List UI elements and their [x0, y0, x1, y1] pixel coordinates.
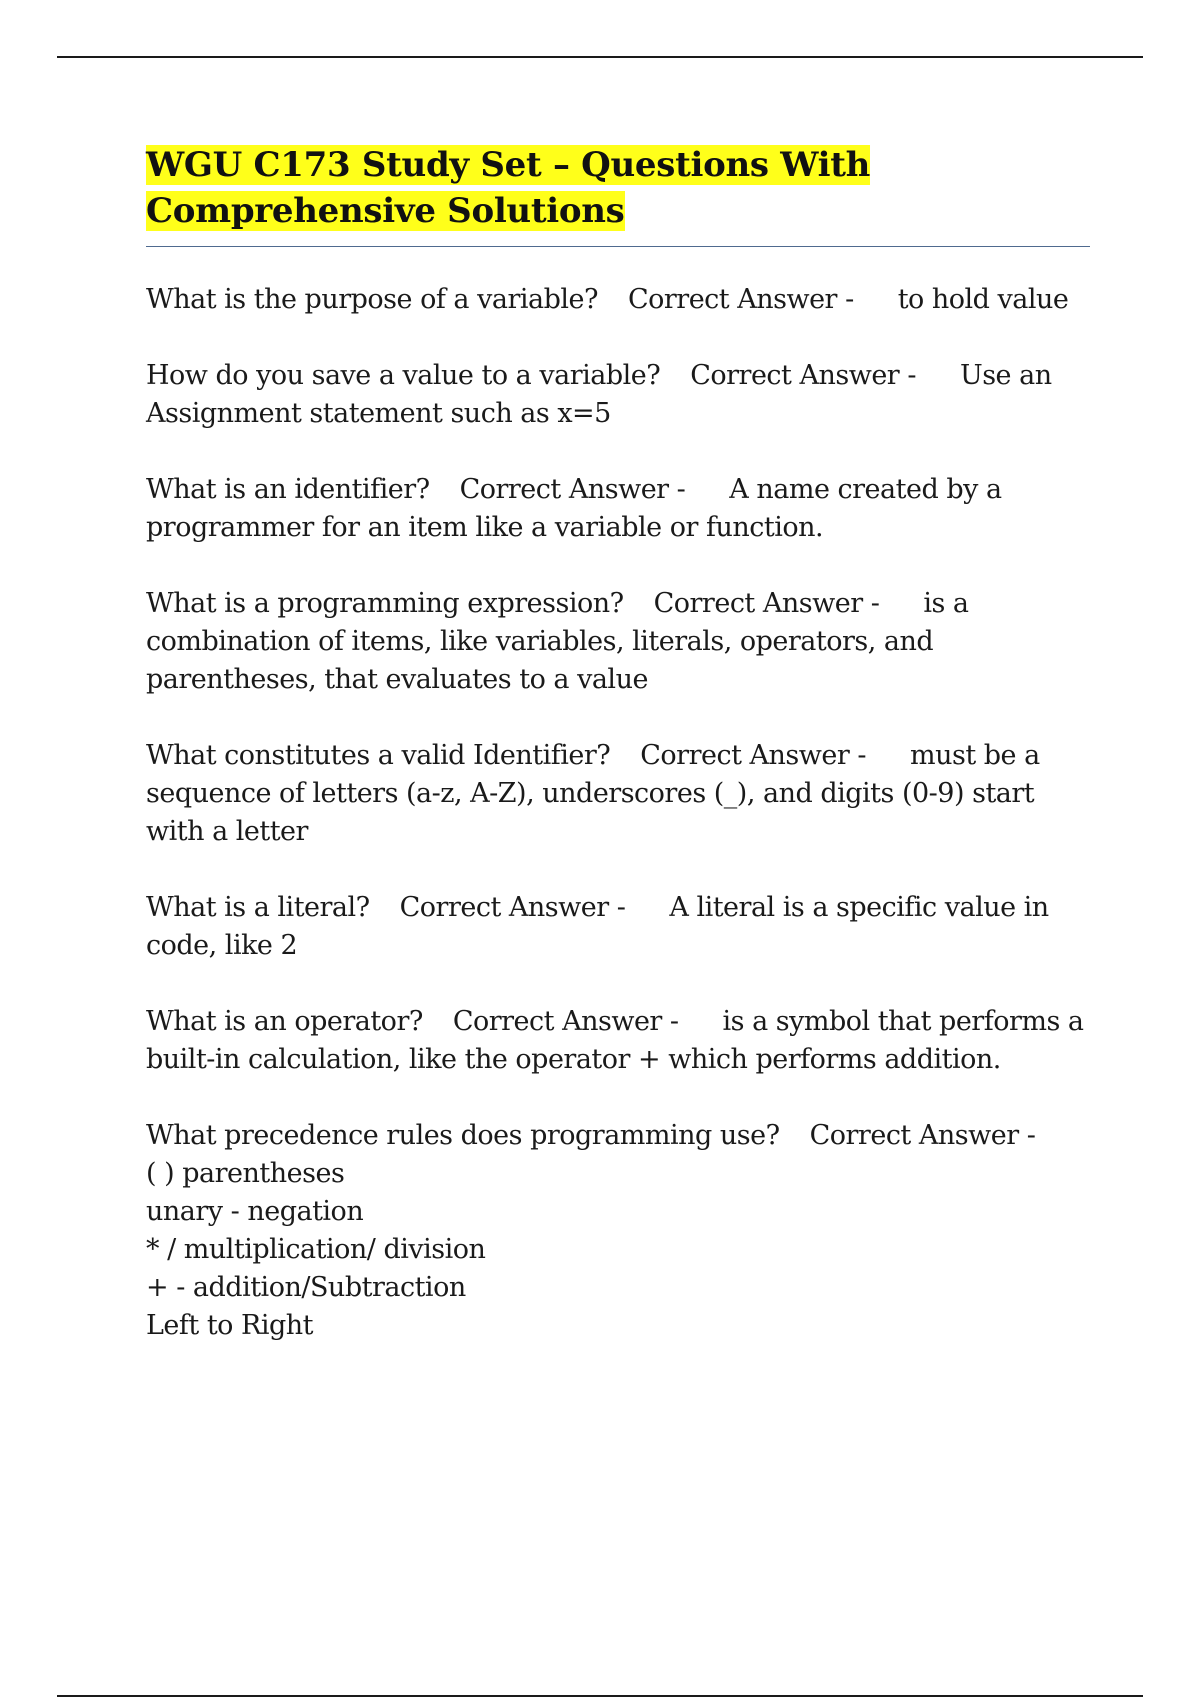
- answer-label: Correct Answer: [690, 360, 900, 391]
- qa-item-4: [146, 585, 1090, 699]
- answer-line: ( ) parentheses: [146, 1158, 345, 1189]
- answer-text: A literal is a specific value in code, like 2: [146, 892, 1049, 961]
- answer-line: + - addition/Subtraction: [146, 1272, 466, 1303]
- question-text: What is an operator?: [146, 1006, 423, 1037]
- answer-separator: -: [676, 474, 686, 505]
- answer-text: to hold value: [897, 284, 1069, 315]
- qa-item-8: [146, 1117, 1090, 1345]
- answer-separator: -: [1026, 1120, 1036, 1151]
- answer-separator: -: [616, 892, 626, 923]
- answer-line: unary - negation: [146, 1196, 364, 1227]
- answer-separator: -: [857, 740, 866, 771]
- answer-label: Correct Answer: [653, 588, 863, 619]
- qa-item-5: [146, 737, 1090, 851]
- answer-label: Correct Answer: [809, 1120, 1019, 1151]
- answer-separator: -: [870, 588, 880, 619]
- answer-separator: -: [907, 360, 916, 391]
- page-top-rule: [57, 56, 1143, 58]
- answer-label: Correct Answer: [399, 892, 609, 923]
- qa-item-6: [146, 889, 1090, 965]
- qa-item-2: [146, 357, 1090, 433]
- qa-item-3: [146, 471, 1090, 547]
- document-body: [146, 142, 1090, 1383]
- document-title-text: WGU C173 Study Set – Questions With Comprehensive Solutions: [146, 145, 871, 231]
- answer-line: * / multiplication/ division: [146, 1234, 486, 1265]
- question-text: What precedence rules does programming use?: [146, 1120, 780, 1151]
- question-text: What is an identifier?: [146, 474, 430, 505]
- question-text: What constitutes a valid Identifier?: [146, 740, 611, 771]
- page-bottom-rule: [57, 1695, 1143, 1697]
- answer-line: Left to Right: [146, 1310, 314, 1341]
- question-text: What is a programming expression?: [146, 588, 624, 619]
- question-text: How do you save a value to a variable?: [146, 360, 661, 391]
- title-block: [146, 142, 1090, 247]
- answer-text: is a symbol that performs a built-in calculation, like the operator + which performs addition.: [146, 1006, 1084, 1075]
- answer-text: must be a sequence of letters (a-z, A-Z), underscores (_), and digits (0-9) start with a letter: [146, 740, 1040, 847]
- answer-text: A name created by a programmer for an item like a variable or function.: [146, 474, 1002, 543]
- qa-item-7: [146, 1003, 1090, 1079]
- answer-separator: -: [669, 1006, 679, 1037]
- answer-text: is a combination of items, like variables, literals, operators, and parentheses, that evaluates to a value: [146, 588, 969, 695]
- answer-label: Correct Answer: [459, 474, 669, 505]
- document-title: [146, 142, 1090, 234]
- question-text: What is the purpose of a variable?: [146, 284, 598, 315]
- qa-item-1: [146, 281, 1090, 319]
- question-text: What is a literal?: [146, 892, 370, 923]
- answer-label: Correct Answer: [452, 1006, 662, 1037]
- answer-separator: -: [845, 284, 854, 315]
- answer-label: Correct Answer: [640, 740, 850, 771]
- answer-text: Use an Assignment statement such as x=5: [146, 360, 1052, 429]
- answer-label: Correct Answer: [627, 284, 837, 315]
